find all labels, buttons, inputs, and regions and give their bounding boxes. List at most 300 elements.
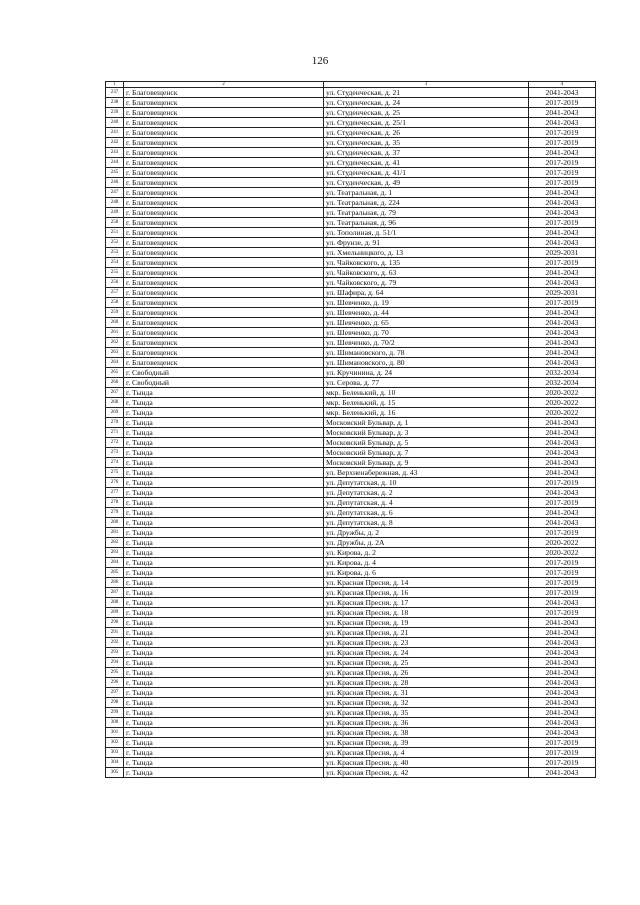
row-number: 278 (106, 498, 124, 508)
address-cell: ул. Красная Пресня, д. 40 (324, 758, 529, 768)
settlement-cell: г. Благовещенск (124, 188, 324, 198)
table-row (106, 698, 596, 708)
row-number: 263 (106, 348, 124, 358)
settlement-cell: г. Тында (124, 448, 324, 458)
settlement-cell: г. Благовещенск (124, 248, 324, 258)
table-row (106, 688, 596, 698)
row-number: 285 (106, 568, 124, 578)
table-row (106, 138, 596, 148)
settlement-cell: г. Тында (124, 428, 324, 438)
term-cell: 2041-2043 (529, 428, 596, 438)
term-cell: 2041-2043 (529, 678, 596, 688)
settlement-cell: г. Тында (124, 658, 324, 668)
address-cell: ул. Студенческая, д. 21 (324, 88, 529, 98)
term-cell: 2041-2043 (529, 198, 596, 208)
term-cell: 2020-2022 (529, 548, 596, 558)
table-row (106, 648, 596, 658)
term-cell: 2020-2022 (529, 388, 596, 398)
term-cell: 2017-2019 (529, 498, 596, 508)
row-number: 282 (106, 538, 124, 548)
row-number: 240 (106, 118, 124, 128)
table-row (106, 558, 596, 568)
table-row (106, 178, 596, 188)
page-number: 126 (311, 55, 329, 67)
term-cell: 2041-2043 (529, 308, 596, 318)
address-cell: ул. Кирова, д. 4 (324, 558, 529, 568)
settlement-cell: г. Благовещенск (124, 298, 324, 308)
address-cell: ул. Красная Пресня, д. 24 (324, 648, 529, 658)
row-number: 289 (106, 608, 124, 618)
term-cell: 2017-2019 (529, 748, 596, 758)
term-cell: 2041-2043 (529, 148, 596, 158)
settlement-cell: г. Тында (124, 408, 324, 418)
term-cell: 2041-2043 (529, 238, 596, 248)
row-number: 269 (106, 408, 124, 418)
term-cell: 2041-2043 (529, 118, 596, 128)
settlement-cell: г. Тында (124, 518, 324, 528)
settlement-cell: г. Тында (124, 478, 324, 488)
settlement-cell: г. Тында (124, 508, 324, 518)
address-cell: ул. Красная Пресня, д. 17 (324, 598, 529, 608)
term-cell: 2041-2043 (529, 768, 596, 778)
table-row (106, 418, 596, 428)
row-number: 268 (106, 398, 124, 408)
table-row (106, 678, 596, 688)
term-cell: 2041-2043 (529, 518, 596, 528)
settlement-cell: г. Благовещенск (124, 258, 324, 268)
table-row (106, 468, 596, 478)
row-number: 244 (106, 158, 124, 168)
term-cell: 2017-2019 (529, 168, 596, 178)
row-number: 299 (106, 708, 124, 718)
address-cell: ул. Красная Пресня, д. 19 (324, 618, 529, 628)
table-row (106, 638, 596, 648)
address-cell: ул. Красная Пресня, д. 21 (324, 628, 529, 638)
address-cell: ул. Шевченко, д. 44 (324, 308, 529, 318)
row-number: 300 (106, 718, 124, 728)
settlement-cell: г. Благовещенск (124, 338, 324, 348)
term-cell: 2041-2043 (529, 698, 596, 708)
address-cell: ул. Депутатская, д. 2 (324, 488, 529, 498)
settlement-cell: г. Благовещенск (124, 328, 324, 338)
row-number: 275 (106, 468, 124, 478)
table-row (106, 608, 596, 618)
settlement-cell: г. Тында (124, 758, 324, 768)
address-cell: ул. Красная Пресня, д. 39 (324, 738, 529, 748)
address-cell: ул. Красная Пресня, д. 31 (324, 688, 529, 698)
address-cell: ул. Шимановского, д. 80 (324, 358, 529, 368)
term-cell: 2017-2019 (529, 98, 596, 108)
term-cell: 2041-2043 (529, 458, 596, 468)
row-number: 260 (106, 318, 124, 328)
row-number: 302 (106, 738, 124, 748)
row-number: 261 (106, 328, 124, 338)
row-number: 293 (106, 648, 124, 658)
settlement-cell: г. Благовещенск (124, 128, 324, 138)
address-cell: ул. Студенческая, д. 25 (324, 108, 529, 118)
row-number: 303 (106, 748, 124, 758)
term-cell: 2041-2043 (529, 278, 596, 288)
address-cell: ул. Студенческая, д. 24 (324, 98, 529, 108)
term-cell: 2041-2043 (529, 358, 596, 368)
table-row (106, 598, 596, 608)
settlement-cell: г. Благовещенск (124, 208, 324, 218)
row-number: 288 (106, 598, 124, 608)
address-cell: ул. Студенческая, д. 41 (324, 158, 529, 168)
term-cell: 2020-2022 (529, 398, 596, 408)
table-row (106, 148, 596, 158)
row-number: 237 (106, 88, 124, 98)
address-cell: ул. Красная Пресня, д. 25 (324, 658, 529, 668)
row-number: 283 (106, 548, 124, 558)
row-number: 253 (106, 248, 124, 258)
table-row (106, 328, 596, 338)
table-row (106, 668, 596, 678)
settlement-cell: г. Тында (124, 438, 324, 448)
address-cell: мкр. Беленький, д. 15 (324, 398, 529, 408)
row-number: 242 (106, 138, 124, 148)
term-cell: 2017-2019 (529, 258, 596, 268)
row-number: 256 (106, 278, 124, 288)
settlement-cell: г. Благовещенск (124, 148, 324, 158)
address-cell: ул. Театральная, д. 224 (324, 198, 529, 208)
row-number: 281 (106, 528, 124, 538)
row-number: 297 (106, 688, 124, 698)
settlement-cell: г. Тында (124, 598, 324, 608)
row-number: 270 (106, 418, 124, 428)
settlement-cell: г. Благовещенск (124, 108, 324, 118)
settlement-cell: г. Благовещенск (124, 358, 324, 368)
row-number: 264 (106, 358, 124, 368)
row-number: 298 (106, 698, 124, 708)
term-cell: 2017-2019 (529, 588, 596, 598)
address-cell: ул. Красная Пресня, д. 18 (324, 608, 529, 618)
table-row (106, 278, 596, 288)
column-header-settlement: 2 (124, 82, 324, 88)
term-cell: 2032-2034 (529, 368, 596, 378)
term-cell: 2041-2043 (529, 628, 596, 638)
term-cell: 2041-2043 (529, 668, 596, 678)
table-row (106, 88, 596, 98)
table-row (106, 338, 596, 348)
row-number: 251 (106, 228, 124, 238)
settlement-cell: г. Благовещенск (124, 178, 324, 188)
row-number: 286 (106, 578, 124, 588)
table-row (106, 358, 596, 368)
table-row (106, 168, 596, 178)
table-row (106, 498, 596, 508)
table-row (106, 458, 596, 468)
settlement-cell: г. Тында (124, 418, 324, 428)
address-cell: ул. Хмельницкого, д. 13 (324, 248, 529, 258)
address-cell: Московский Бульвар, д. 3 (324, 428, 529, 438)
settlement-cell: г. Благовещенск (124, 98, 324, 108)
address-cell: мкр. Беленький, д. 16 (324, 408, 529, 418)
address-cell: ул. Чайковского, д. 79 (324, 278, 529, 288)
table-row (106, 568, 596, 578)
settlement-cell: г. Тында (124, 578, 324, 588)
row-number: 241 (106, 128, 124, 138)
settlement-cell: г. Тында (124, 728, 324, 738)
settlement-cell: г. Тында (124, 628, 324, 638)
table-row (106, 478, 596, 488)
address-cell: ул. Шевченко, д. 70 (324, 328, 529, 338)
address-cell: ул. Красная Пресня, д. 28 (324, 678, 529, 688)
table-row (106, 748, 596, 758)
address-cell: ул. Красная Пресня, д. 26 (324, 668, 529, 678)
table-row (106, 718, 596, 728)
settlement-cell: г. Благовещенск (124, 228, 324, 238)
settlement-cell: г. Тында (124, 488, 324, 498)
address-cell: Московский Бульвар, д. 1 (324, 418, 529, 428)
term-cell: 2017-2019 (529, 558, 596, 568)
settlement-cell: г. Тында (124, 498, 324, 508)
address-cell: ул. Шевченко, д. 70/2 (324, 338, 529, 348)
row-number: 279 (106, 508, 124, 518)
settlement-cell: г. Благовещенск (124, 138, 324, 148)
table-row (106, 508, 596, 518)
row-number: 257 (106, 288, 124, 298)
term-cell: 2017-2019 (529, 298, 596, 308)
address-cell: ул. Красная Пресня, д. 16 (324, 588, 529, 598)
table-row (106, 268, 596, 278)
address-cell: ул. Театральная, д. 96 (324, 218, 529, 228)
address-cell: ул. Депутатская, д. 6 (324, 508, 529, 518)
settlement-cell: г. Тында (124, 768, 324, 778)
address-cell: ул. Фрунзе, д. 91 (324, 238, 529, 248)
table-row (106, 198, 596, 208)
address-cell: ул. Студенческая, д. 37 (324, 148, 529, 158)
table-row (106, 538, 596, 548)
term-cell: 2041-2043 (529, 88, 596, 98)
term-cell: 2017-2019 (529, 158, 596, 168)
address-cell: ул. Театральная, д. 79 (324, 208, 529, 218)
address-cell: ул. Серова, д. 77 (324, 378, 529, 388)
table-row (106, 728, 596, 738)
term-cell: 2017-2019 (529, 578, 596, 588)
address-cell: ул. Шевченко, д. 19 (324, 298, 529, 308)
table-row (106, 738, 596, 748)
term-cell: 2017-2019 (529, 128, 596, 138)
address-cell: ул. Студенческая, д. 41/1 (324, 168, 529, 178)
column-header-address: 3 (324, 82, 529, 88)
term-cell: 2017-2019 (529, 178, 596, 188)
term-cell: 2041-2043 (529, 448, 596, 458)
table-row (106, 118, 596, 128)
row-number: 301 (106, 728, 124, 738)
row-number: 254 (106, 258, 124, 268)
row-number: 277 (106, 488, 124, 498)
term-cell: 2041-2043 (529, 338, 596, 348)
row-number: 273 (106, 448, 124, 458)
row-number: 271 (106, 428, 124, 438)
row-number: 272 (106, 438, 124, 448)
term-cell: 2041-2043 (529, 728, 596, 738)
table-row (106, 218, 596, 228)
address-cell: ул. Красная Пресня, д. 32 (324, 698, 529, 708)
address-cell: ул. Красная Пресня, д. 42 (324, 768, 529, 778)
address-cell: ул. Студенческая, д. 35 (324, 138, 529, 148)
settlement-cell: г. Тында (124, 538, 324, 548)
term-cell: 2017-2019 (529, 738, 596, 748)
row-number: 265 (106, 368, 124, 378)
table-row (106, 348, 596, 358)
row-number: 266 (106, 378, 124, 388)
term-cell: 2020-2022 (529, 538, 596, 548)
table-row (106, 708, 596, 718)
settlement-cell: г. Тында (124, 558, 324, 568)
settlement-cell: г. Благовещенск (124, 308, 324, 318)
row-number: 287 (106, 588, 124, 598)
table-row (106, 158, 596, 168)
term-cell: 2041-2043 (529, 468, 596, 478)
settlement-cell: г. Тында (124, 528, 324, 538)
row-number: 292 (106, 638, 124, 648)
address-cell: ул. Красная Пресня, д. 14 (324, 578, 529, 588)
term-cell: 2017-2019 (529, 608, 596, 618)
term-cell: 2041-2043 (529, 268, 596, 278)
address-cell: ул. Красная Пресня, д. 4 (324, 748, 529, 758)
term-cell: 2029-2031 (529, 288, 596, 298)
settlement-cell: г. Благовещенск (124, 168, 324, 178)
term-cell: 2041-2043 (529, 418, 596, 428)
housing-registry-table (105, 81, 596, 778)
table-row (106, 578, 596, 588)
table-row (106, 388, 596, 398)
table-row (106, 258, 596, 268)
term-cell: 2020-2022 (529, 408, 596, 418)
row-number: 294 (106, 658, 124, 668)
term-cell: 2041-2043 (529, 508, 596, 518)
settlement-cell: г. Благовещенск (124, 198, 324, 208)
term-cell: 2017-2019 (529, 478, 596, 488)
address-cell: Московский Бульвар, д. 7 (324, 448, 529, 458)
settlement-cell: г. Благовещенск (124, 348, 324, 358)
address-cell: мкр. Беленький, д. 10 (324, 388, 529, 398)
table-row (106, 408, 596, 418)
settlement-cell: г. Тында (124, 638, 324, 648)
address-cell: ул. Красная Пресня, д. 36 (324, 718, 529, 728)
term-cell: 2017-2019 (529, 138, 596, 148)
settlement-cell: г. Свободный (124, 378, 324, 388)
table-row (106, 98, 596, 108)
term-cell: 2041-2043 (529, 718, 596, 728)
address-cell: ул. Кручинина, д. 24 (324, 368, 529, 378)
address-cell: ул. Кирова, д. 2 (324, 548, 529, 558)
table-row (106, 288, 596, 298)
table-row (106, 528, 596, 538)
term-cell: 2032-2034 (529, 378, 596, 388)
row-number: 238 (106, 98, 124, 108)
address-cell: ул. Красная Пресня, д. 35 (324, 708, 529, 718)
term-cell: 2041-2043 (529, 348, 596, 358)
table-row (106, 488, 596, 498)
table-row (106, 308, 596, 318)
address-cell: ул. Кирова, д. 6 (324, 568, 529, 578)
row-number: 258 (106, 298, 124, 308)
term-cell: 2041-2043 (529, 598, 596, 608)
address-cell: ул. Депутатская, д. 10 (324, 478, 529, 488)
row-number: 296 (106, 678, 124, 688)
address-cell: ул. Тополиная, д. 51/1 (324, 228, 529, 238)
term-cell: 2017-2019 (529, 528, 596, 538)
settlement-cell: г. Тында (124, 608, 324, 618)
row-number: 280 (106, 518, 124, 528)
table-row (106, 208, 596, 218)
address-cell: ул. Чайковского, д. 135 (324, 258, 529, 268)
table-row (106, 518, 596, 528)
table-row (106, 108, 596, 118)
row-number: 305 (106, 768, 124, 778)
table-row (106, 318, 596, 328)
table-row (106, 228, 596, 238)
table-row (106, 298, 596, 308)
settlement-cell: г. Тында (124, 718, 324, 728)
row-number: 267 (106, 388, 124, 398)
row-number: 245 (106, 168, 124, 178)
row-number: 248 (106, 198, 124, 208)
column-header-term: 4 (529, 82, 596, 88)
settlement-cell: г. Тында (124, 618, 324, 628)
row-number: 262 (106, 338, 124, 348)
address-cell: ул. Дружбы, д. 2 (324, 528, 529, 538)
settlement-cell: г. Свободный (124, 368, 324, 378)
address-cell: ул. Красная Пресня, д. 38 (324, 728, 529, 738)
settlement-cell: г. Благовещенск (124, 118, 324, 128)
table-row (106, 188, 596, 198)
row-number: 252 (106, 238, 124, 248)
address-cell: ул. Шимановского, д. 78 (324, 348, 529, 358)
settlement-cell: г. Благовещенск (124, 88, 324, 98)
row-number: 243 (106, 148, 124, 158)
address-cell: ул. Театральная, д. 1 (324, 188, 529, 198)
settlement-cell: г. Благовещенск (124, 238, 324, 248)
settlement-cell: г. Тында (124, 668, 324, 678)
table-row (106, 768, 596, 778)
address-cell: ул. Шафира, д. 64 (324, 288, 529, 298)
settlement-cell: г. Тында (124, 398, 324, 408)
table-row (106, 248, 596, 258)
table-row (106, 588, 596, 598)
table-row (106, 658, 596, 668)
term-cell: 2029-2031 (529, 248, 596, 258)
address-cell: ул. Студенческая, д. 26 (324, 128, 529, 138)
settlement-cell: г. Тында (124, 748, 324, 758)
settlement-cell: г. Тында (124, 548, 324, 558)
address-cell: Московский Бульвар, д. 9 (324, 458, 529, 468)
settlement-cell: г. Тында (124, 738, 324, 748)
table-row (106, 758, 596, 768)
table-row (106, 438, 596, 448)
row-number: 247 (106, 188, 124, 198)
address-cell: ул. Студенческая, д. 25/1 (324, 118, 529, 128)
row-number: 304 (106, 758, 124, 768)
term-cell: 2041-2043 (529, 708, 596, 718)
settlement-cell: г. Тында (124, 468, 324, 478)
row-number: 290 (106, 618, 124, 628)
term-cell: 2041-2043 (529, 208, 596, 218)
table-row (106, 368, 596, 378)
settlement-cell: г. Тында (124, 388, 324, 398)
term-cell: 2041-2043 (529, 648, 596, 658)
address-cell: Московский Бульвар, д. 5 (324, 438, 529, 448)
row-number: 259 (106, 308, 124, 318)
term-cell: 2041-2043 (529, 228, 596, 238)
address-cell: ул. Депутатская, д. 8 (324, 518, 529, 528)
row-number: 295 (106, 668, 124, 678)
term-cell: 2017-2019 (529, 568, 596, 578)
table-row (106, 128, 596, 138)
